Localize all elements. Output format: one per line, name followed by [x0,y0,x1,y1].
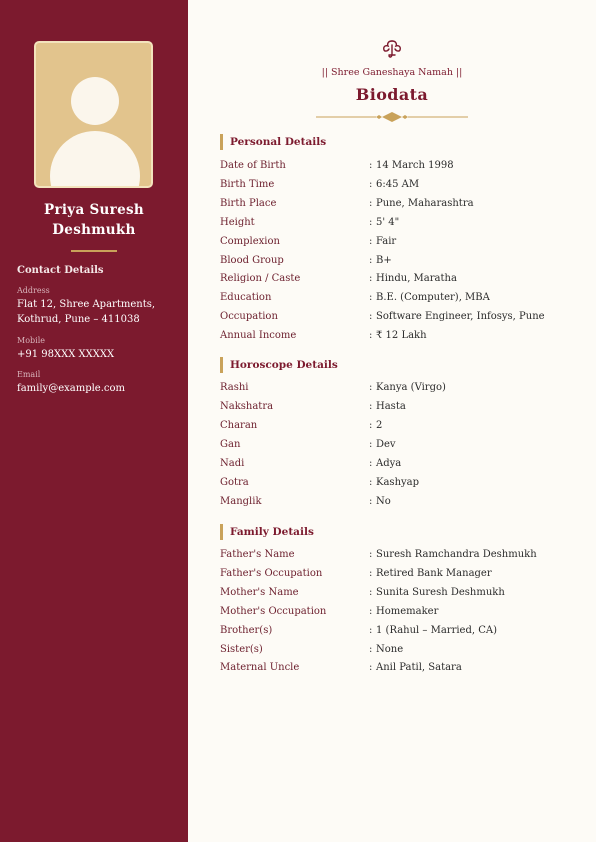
detail-label: Nadi [220,458,245,469]
detail-row [220,437,590,453]
detail-value: 5' 4" [376,216,400,228]
detail-row [220,196,590,212]
detail-separator: : [369,420,373,431]
email-label: Email [17,370,41,379]
detail-label: Maternal Uncle [220,662,300,674]
detail-row [220,309,590,325]
detail-value: ₹ 12 Lakh [376,330,427,342]
detail-row [220,604,590,620]
profile-name-line1: Priya Suresh [44,202,144,218]
detail-value: Retired Bank Manager [376,567,492,579]
profile-name-line2: Deshmukh [52,222,136,238]
detail-label: Mother's Name [220,586,299,598]
detail-value: Homemaker [376,605,439,617]
detail-separator: : [369,311,373,323]
detail-row [220,234,590,250]
detail-row [220,456,590,472]
detail-value: Adya [376,458,402,469]
profile-name [0,200,188,240]
detail-value: 14 March 1998 [376,160,454,171]
detail-value: Kanya (Virgo) [376,382,446,393]
address-label: Address [17,286,50,295]
detail-label: Birth Place [220,197,277,209]
detail-row [220,158,590,174]
detail-value: B+ [376,254,392,266]
detail-row [220,328,590,344]
detail-label: Complexion [220,235,280,247]
name-divider [71,250,117,252]
detail-row [220,494,590,510]
detail-label: Gotra [220,477,249,488]
detail-row [220,177,590,193]
detail-value: B.E. (Computer), MBA [376,292,490,304]
invocation-text: || Shree Ganeshaya Namah || [321,67,463,78]
detail-label: Sister(s) [220,643,263,655]
page-title: Biodata [355,85,429,104]
detail-label: Rashi [220,382,249,393]
detail-row [220,271,590,287]
detail-separator: : [369,292,373,304]
detail-label: Father's Name [220,549,295,560]
detail-separator: : [369,662,373,674]
detail-row [220,475,590,491]
detail-row [220,399,590,415]
detail-label: Annual Income [220,330,297,342]
detail-separator: : [369,496,373,507]
detail-label: Mother's Occupation [220,605,327,617]
detail-value: Pune, Maharashtra [376,197,474,209]
detail-separator: : [369,477,373,488]
detail-value: None [376,643,404,655]
detail-label: Religion / Caste [220,273,301,285]
detail-value: Sunita Suresh Deshmukh [376,586,505,598]
email-value: family@example.com [17,383,125,394]
detail-row [220,585,590,601]
detail-separator: : [369,643,373,655]
detail-row [220,566,590,582]
detail-row [220,642,590,658]
detail-separator: : [369,458,373,469]
detail-value: Hasta [376,401,406,412]
detail-value: Fair [376,235,397,247]
detail-row [220,660,590,676]
detail-value: Software Engineer, Infosys, Pune [376,311,545,323]
section-title: Family Details [220,524,314,540]
detail-separator: : [369,178,373,190]
detail-separator: : [369,273,373,285]
section-title: Personal Details [220,134,326,150]
detail-row [220,253,590,269]
contact-title: Contact Details [17,265,104,276]
mobile-value: +91 98XXX XXXXX [17,349,115,360]
detail-label: Birth Time [220,178,275,190]
address-line1: Flat 12, Shree Apartments, [17,299,156,310]
person-silhouette-body [50,131,140,188]
address-line2: Kothrud, Pune – 411038 [17,314,140,325]
detail-label: Nakshatra [220,401,274,412]
detail-label: Education [220,292,272,304]
detail-row [220,547,590,563]
detail-label: Occupation [220,311,278,323]
section-title: Horoscope Details [220,357,338,373]
main-content [188,0,596,842]
detail-label: Gan [220,439,241,450]
detail-row [220,290,590,306]
profile-photo [34,41,153,188]
detail-separator: : [369,254,373,266]
detail-separator: : [369,401,373,412]
detail-value: 6:45 AM [376,178,420,190]
detail-separator: : [369,439,373,450]
detail-separator: : [369,235,373,247]
detail-value: 1 (Rahul – Married, CA) [376,624,498,636]
detail-label: Height [220,216,255,228]
detail-value: 2 [376,420,383,431]
detail-separator: : [369,216,373,228]
ganesha-icon [380,38,404,62]
detail-value: Suresh Ramchandra Deshmukh [376,549,537,560]
detail-value: Dev [376,439,396,450]
detail-value: Hindu, Maratha [376,273,457,285]
detail-label: Brother(s) [220,624,273,636]
detail-value: Anil Patil, Satara [376,662,462,674]
address-value [17,297,182,327]
detail-separator: : [369,567,373,579]
detail-label: Date of Birth [220,160,286,171]
detail-separator: : [369,160,373,171]
sidebar [0,0,188,842]
detail-separator: : [369,382,373,393]
detail-row [220,380,590,396]
detail-value: Kashyap [376,477,420,488]
detail-separator: : [369,624,373,636]
detail-value: No [376,496,391,507]
detail-separator: : [369,197,373,209]
detail-label: Charan [220,420,258,431]
detail-row [220,215,590,231]
detail-row [220,623,590,639]
detail-row [220,418,590,434]
detail-separator: : [369,330,373,342]
mobile-label: Mobile [17,336,45,345]
diamond-ornament-icon [316,111,468,123]
detail-separator: : [369,605,373,617]
detail-separator: : [369,586,373,598]
detail-label: Blood Group [220,254,284,266]
detail-label: Father's Occupation [220,567,323,579]
detail-separator: : [369,549,373,560]
person-silhouette-icon [71,77,119,125]
detail-label: Manglik [220,496,262,507]
